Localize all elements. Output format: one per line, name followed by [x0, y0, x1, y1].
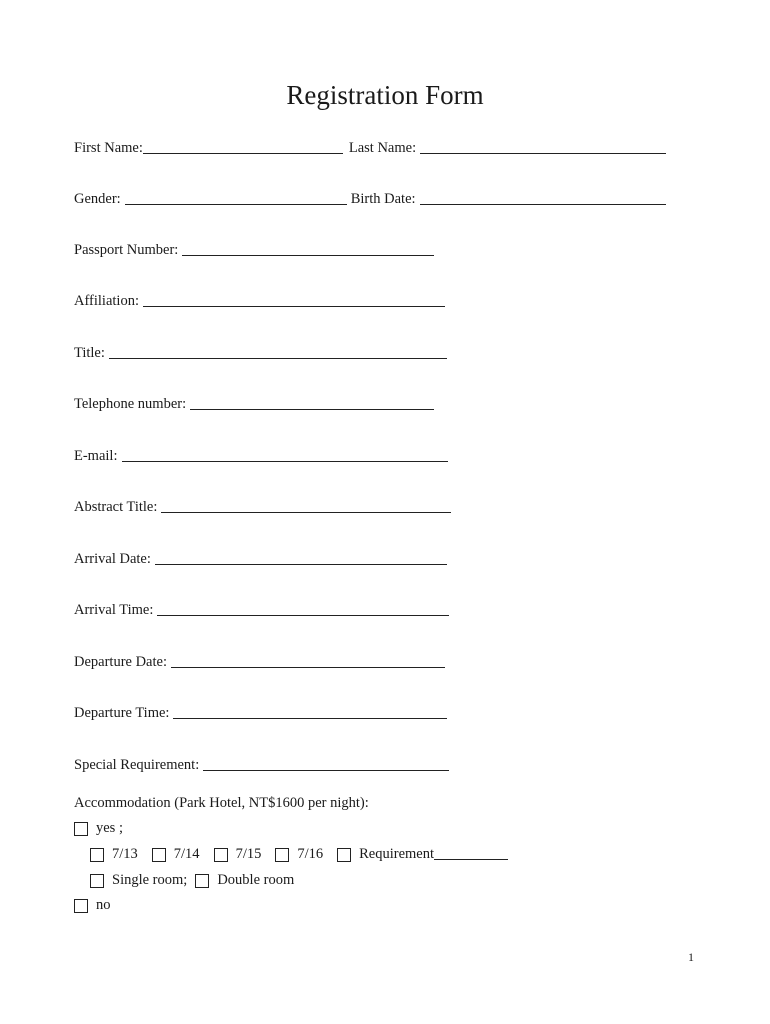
departure-date-field[interactable] [171, 653, 445, 668]
date-label: 7/14 [173, 846, 200, 862]
email-label: E-mail: [74, 448, 118, 464]
requirement-option[interactable] [337, 844, 508, 864]
room-type-row [90, 870, 308, 890]
abstract-title-row [74, 497, 451, 517]
arrival-date-row [74, 549, 447, 569]
name-row [74, 138, 666, 158]
first-name-label: First Name: [74, 140, 143, 156]
yes-option[interactable] [74, 818, 123, 838]
page-number: 1 [688, 950, 694, 964]
arrival-time-row [74, 600, 449, 620]
passport-row [74, 240, 434, 260]
abstract-title-field[interactable] [161, 498, 451, 513]
accommodation-yes-row [74, 818, 137, 838]
passport-label: Passport Number: [74, 242, 179, 258]
accommodation-no-row [74, 895, 125, 915]
title-label: Title: [74, 345, 105, 361]
telephone-label: Telephone number: [74, 396, 187, 412]
email-field[interactable] [122, 447, 448, 462]
gender-label: Gender: [74, 191, 121, 207]
arrival-date-label: Arrival Date: [74, 551, 151, 567]
arrival-time-label: Arrival Time: [74, 602, 154, 618]
accommodation-dates-row [90, 844, 508, 864]
birth-date-label: Birth Date: [350, 191, 416, 207]
arrival-time-field[interactable] [157, 601, 449, 616]
title-field[interactable] [109, 344, 447, 359]
double-room-option[interactable] [195, 870, 294, 890]
affiliation-field[interactable] [143, 292, 445, 307]
affiliation-label: Affiliation: [74, 293, 139, 309]
arrival-date-field[interactable] [155, 550, 447, 565]
telephone-row [74, 394, 434, 414]
date-checkbox[interactable] [275, 848, 289, 862]
yes-label: yes ; [96, 820, 123, 836]
double-room-label: Double room [217, 872, 295, 888]
gender-row [74, 189, 666, 209]
first-name-field[interactable] [143, 139, 343, 154]
date-option-7-15[interactable] [214, 844, 262, 864]
departure-time-label: Departure Time: [74, 705, 170, 721]
date-label: 7/13 [112, 846, 138, 862]
departure-date-label: Departure Date: [74, 654, 167, 670]
no-label: no [96, 897, 111, 913]
last-name-label: Last Name: [348, 140, 417, 156]
abstract-title-label: Abstract Title: [74, 499, 158, 515]
date-option-7-16[interactable] [275, 844, 323, 864]
date-option-7-13[interactable] [90, 844, 138, 864]
date-checkbox[interactable] [152, 848, 166, 862]
birth-date-field[interactable] [420, 190, 666, 205]
no-checkbox[interactable] [74, 899, 88, 913]
gender-field[interactable] [125, 190, 347, 205]
passport-field[interactable] [182, 241, 434, 256]
departure-time-row [74, 703, 447, 723]
title-row [74, 343, 447, 363]
accommodation-heading-row [74, 793, 369, 813]
date-label: 7/15 [235, 846, 262, 862]
email-row [74, 446, 448, 466]
yes-checkbox[interactable] [74, 822, 88, 836]
departure-date-row [74, 652, 445, 672]
requirement-label: Requirement [359, 846, 435, 862]
special-requirement-field[interactable] [203, 756, 449, 771]
no-option[interactable] [74, 895, 111, 915]
date-label: 7/16 [297, 846, 324, 862]
single-room-label: Single room; [112, 872, 188, 888]
double-room-checkbox[interactable] [195, 874, 209, 888]
last-name-field[interactable] [420, 139, 666, 154]
date-option-7-14[interactable] [152, 844, 200, 864]
special-requirement-label: Special Requirement: [74, 757, 200, 773]
single-room-checkbox[interactable] [90, 874, 104, 888]
accommodation-heading: Accommodation (Park Hotel, NT$1600 per night): [74, 795, 369, 811]
single-room-option[interactable] [90, 870, 187, 890]
requirement-field[interactable] [434, 845, 508, 860]
special-requirement-row [74, 755, 449, 775]
date-checkbox[interactable] [214, 848, 228, 862]
departure-time-field[interactable] [173, 704, 447, 719]
affiliation-row [74, 291, 445, 311]
requirement-checkbox[interactable] [337, 848, 351, 862]
date-checkbox[interactable] [90, 848, 104, 862]
form-title: Registration Form [286, 80, 484, 110]
telephone-field[interactable] [190, 395, 434, 410]
